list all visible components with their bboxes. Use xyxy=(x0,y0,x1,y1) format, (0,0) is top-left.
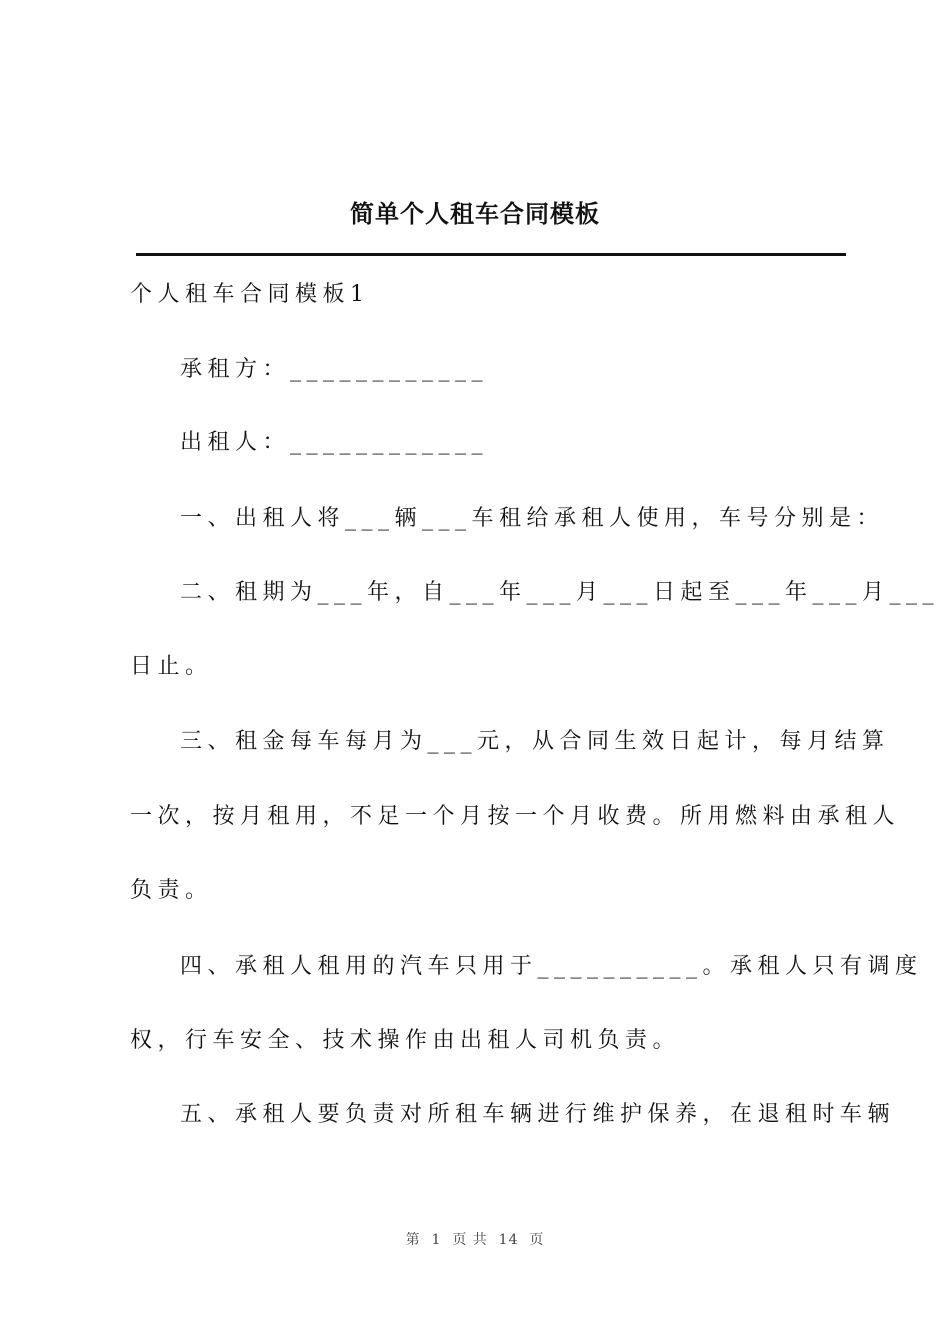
clause-2-continued: 日止。 xyxy=(130,654,213,679)
title-divider xyxy=(136,253,846,256)
clause-4: 四、承租人租用的汽车只用于__________。承租人只有调度 xyxy=(180,954,923,979)
clause-3-continued-2: 负责。 xyxy=(130,878,213,903)
lessor-line: 出租人：____________ xyxy=(180,430,489,455)
page-footer: 第 1 页 共 14 页 xyxy=(405,1232,545,1248)
section-heading: 个人租车合同模板1 xyxy=(130,282,370,307)
clause-3: 三、租金每车每月为___元，从合同生效日起计，每月结算 xyxy=(180,729,890,754)
clause-4-continued: 权，行车安全、技术操作由出租人司机负责。 xyxy=(130,1028,681,1053)
clause-1: 一、出租人将___辆___车租给承租人使用，车号分别是： xyxy=(180,506,885,531)
clause-2: 二、租期为___年，自___年___月___日起至___年___月___ xyxy=(180,580,940,605)
clause-3-continued: 一次，按月租用，不足一个月按一个月收费。所用燃料由承租人 xyxy=(130,804,901,829)
document-title: 简单个人租车合同模板 xyxy=(350,199,600,228)
clause-5: 五、承租人要负责对所租车辆进行维护保养，在退租时车辆 xyxy=(180,1102,896,1127)
lessee-line: 承租方：____________ xyxy=(180,357,489,382)
